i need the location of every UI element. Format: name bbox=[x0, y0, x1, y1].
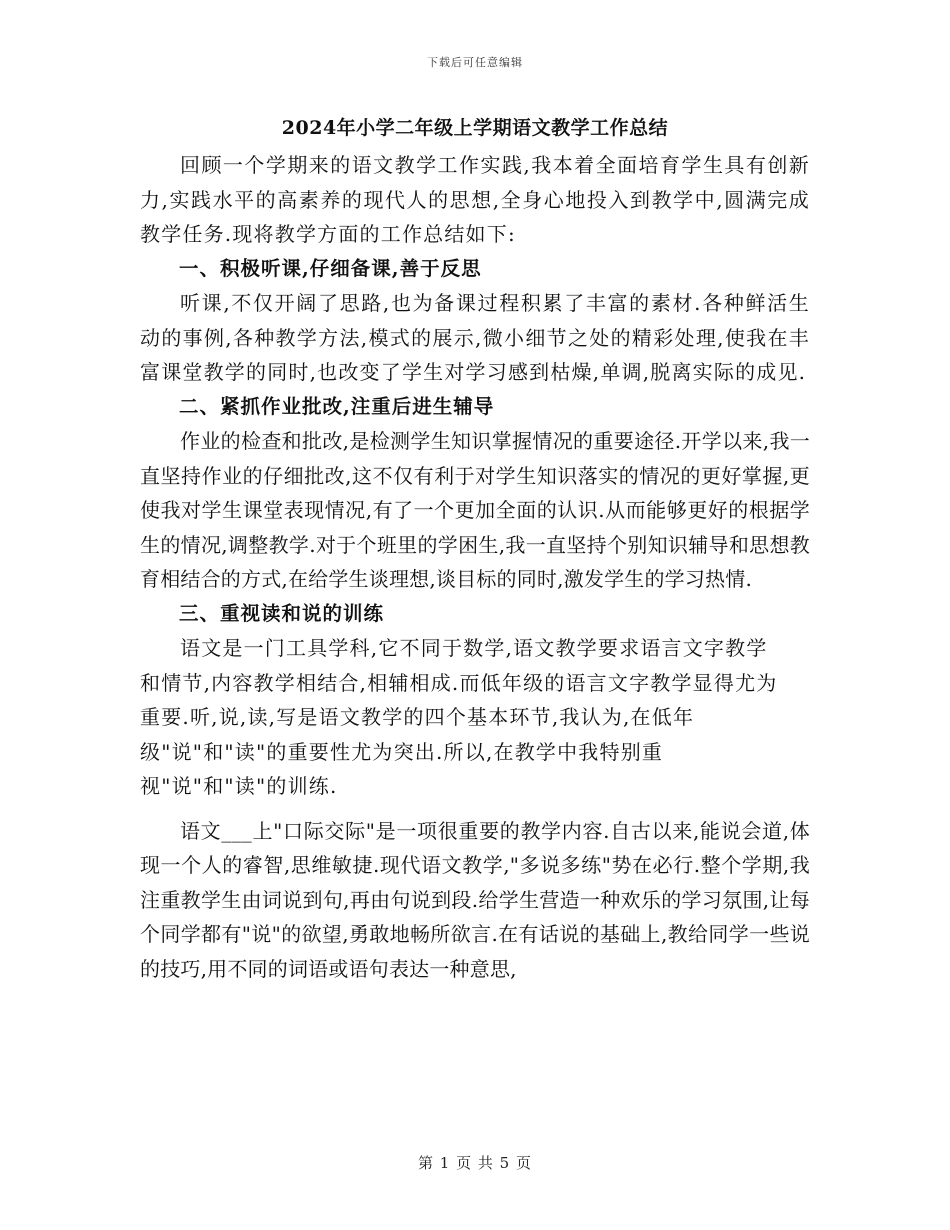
section-paragraph-3b: 语文___上"口际交际"是一项很重要的教学内容.自古以来,能说会道,体现一个人的睿智,思维敏捷.现代语文教学,"多说多练"势在必行.整个学期,我注重教学生由词说到句,再由句说到段.给学生营造一种欢乐的学习氛围,让每个同学都有"说"的欲望,勇敢地畅所欲言.在有话说的基础上,教给同学一些说的技巧,用不同的词语或语句表达一种意思, bbox=[140, 818, 810, 981]
section-paragraph-3-line-1: 语文是一门工具学科,它不同于数学,语文教学要求语言文字教学 bbox=[180, 636, 768, 660]
document-title: 2024年小学二年级上学期语文教学工作总结 bbox=[281, 117, 669, 139]
section-paragraph-3-line-5: 视"说"和"读"的训练. bbox=[140, 774, 338, 798]
paragraph-spacer bbox=[140, 804, 810, 814]
section-paragraph-3-line-3: 重要.听,说,读,写是语文教学的四个基本环节,我认为,在低年 bbox=[140, 705, 695, 729]
section-paragraph-3-line-2: 和情节,内容教学相结合,相辅相成.而低年级的语言文字教学显得尤为 bbox=[140, 670, 778, 695]
section-heading-2: 二、紧抓作业批改,注重后进生辅导 bbox=[179, 394, 495, 418]
page-number: 第 1 页 共 5 页 bbox=[418, 1154, 532, 1172]
document-body bbox=[140, 110, 810, 986]
section-paragraph-1: 听课,不仅开阔了思路,也为备课过程积累了丰富的素材.各种鲜活生动的事例,各种教学方法,模式的展示,微小细节之处的精彩处理,使我在丰富课堂教学的同时,也改变了学生对学习感到枯燥,单调,脱离实际的成见. bbox=[140, 291, 810, 384]
section-paragraph-3-line-4: 级"说"和"读"的重要性尤为突出.所以,在教学中我特别重 bbox=[140, 739, 664, 764]
page-header-note: 下载后可任意编辑 bbox=[427, 56, 523, 69]
section-heading-1: 一、积极听课,仔细备课,善于反思 bbox=[179, 256, 482, 280]
intro-paragraph: 回顾一个学期来的语文教学工作实践,我本着全面培育学生具有创新力,实践水平的高素养的现代人的思想,全身心地投入到教学中,圆满完成教学任务.现将教学方面的工作总结如下: bbox=[140, 153, 810, 246]
section-paragraph-2: 作业的检查和批改,是检测学生知识掌握情况的重要途径.开学以来,我一直坚持作业的仔细批改,这不仅有利于对学生知识落实的情况的更好掌握,更使我对学生课堂表现情况,有了一个更加全面的认识.从而能够更好的根据学生的情况,调整教学.对于个班里的学困生,我一直坚持个别知识辅导和思想教育相结合的方式,在给学生谈理想,谈目标的同时,激发学生的学习热情. bbox=[140, 429, 810, 591]
section-heading-3: 三、重视读和说的训练 bbox=[179, 601, 385, 625]
